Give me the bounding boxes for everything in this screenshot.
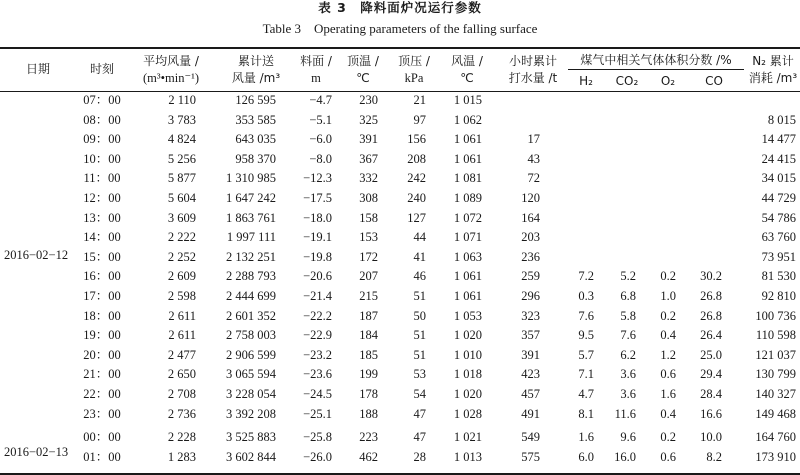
header-blast-temp [444,53,490,87]
cell-water: 575 [521,449,540,464]
cell-cum: 1 310 985 [226,171,276,186]
cell-btemp: 1 018 [453,367,482,382]
cell-ttemp: 178 [359,387,378,401]
cell-tpress: 208 [407,151,426,166]
cell-co: 8.2 [706,449,722,464]
cell-water: 43 [527,151,540,166]
cell-water: 423 [521,367,540,382]
cell-btemp: 1 061 [453,151,482,166]
cell-avg: 2 609 [167,269,196,284]
cell-cum: 2 288 793 [226,269,276,284]
cell-water: 72 [527,171,540,186]
cell-btemp: 1 061 [453,269,482,284]
cell-burden: −8.0 [309,151,332,166]
cell-tpress: 28 [413,449,426,464]
cell-n2: 121 037 [755,347,796,362]
cell-burden: −5.1 [309,112,332,127]
cell-time: 16：00 [83,269,121,284]
cell-tpress: 54 [413,387,426,401]
header-top-temp-line1: 顶温 / [347,54,379,68]
cell-burden: −22.9 [303,328,332,343]
cell-n2: 173 910 [755,449,796,464]
cell-tpress: 47 [413,430,426,445]
cell-btemp: 1 028 [453,406,482,421]
cell-n2: 54 786 [761,210,796,225]
cell-water: 17 [527,132,540,147]
cell-tpress: 242 [407,171,426,186]
cell-n2: 8 015 [767,112,796,127]
cell-water: 296 [521,289,540,303]
header-n2-line1: N₂ 累计 [752,54,794,68]
cell-btemp: 1 020 [453,387,482,401]
cell-water: 457 [521,387,540,401]
cell-burden: −12.3 [303,171,332,186]
cell-time: 12：00 [83,191,121,205]
cell-time: 18：00 [83,308,121,323]
cell-tpress: 21 [413,93,426,107]
cell-tpress: 50 [413,308,426,323]
cell-o2: 0.2 [660,308,676,323]
cell-avg: 2 650 [167,367,196,382]
cell-cum: 2 758 003 [226,328,276,343]
header-avg-flow [128,53,214,87]
cell-avg: 2 736 [167,406,196,421]
cell-o2: 0.4 [660,406,676,421]
cell-burden: −25.8 [303,430,332,445]
cell-cum: 3 228 054 [226,387,276,401]
cell-h2: 5.7 [578,347,594,362]
cell-avg: 4 824 [167,132,196,147]
cell-water: 549 [521,430,540,445]
cell-h2: 8.1 [578,406,594,421]
cell-h2: 4.7 [578,387,594,401]
cell-burden: −26.0 [303,449,332,464]
cell-o2: 1.6 [660,387,676,401]
cell-water: 259 [521,269,540,284]
cell-cum: 958 370 [235,151,276,166]
cell-o2: 0.4 [660,328,676,343]
cell-time: 08：00 [83,112,121,127]
cell-ttemp: 230 [359,93,378,107]
cell-n2: 63 760 [761,230,796,245]
cell-btemp: 1 063 [453,249,482,264]
cell-btemp: 1 013 [453,449,482,464]
cell-ttemp: 223 [359,430,378,445]
cell-o2: 0.2 [660,269,676,284]
cell-n2: 73 951 [761,249,796,264]
header-o2: O₂ [660,74,676,88]
cell-time: 21：00 [83,367,121,382]
cell-ttemp: 158 [359,210,378,225]
cell-ttemp: 367 [359,151,378,166]
cell-cum: 1 997 111 [226,230,276,245]
cell-time: 10：00 [83,151,121,166]
cell-btemp: 1 015 [453,93,482,107]
header-water [500,53,566,87]
cell-h2: 0.3 [578,289,594,303]
cell-co: 10.0 [700,430,722,445]
cell-n2: 140 327 [755,387,796,401]
cell-o2: 0.6 [660,449,676,464]
cell-tpress: 51 [413,328,426,343]
header-cum-flow-line1: 累计送 [237,54,274,68]
cell-h2: 7.2 [578,269,594,284]
cell-ttemp: 391 [359,132,378,147]
bottom-rule [0,473,800,475]
cell-tpress: 127 [407,210,426,225]
cell-o2: 1.2 [660,347,676,362]
cell-time: 11：00 [83,171,121,186]
header-top-press [392,53,436,87]
cell-o2: 0.2 [660,430,676,445]
header-blast-temp-line1: 风温 / [451,54,483,68]
header-water-line2: 打水量 /t [508,71,558,85]
cell-co2: 6.8 [620,289,636,303]
cell-water: 323 [521,308,540,323]
cell-n2: 164 760 [755,430,796,445]
cell-btemp: 1 061 [453,289,482,303]
cell-tpress: 46 [413,269,426,284]
cell-cum: 2 601 352 [226,308,276,323]
cell-water: 236 [521,249,540,264]
cell-ttemp: 172 [359,249,378,264]
cell-cum: 3 602 844 [226,449,276,464]
cell-co2: 7.6 [620,328,636,343]
cell-co: 28.4 [700,387,722,401]
cell-o2: 1.0 [660,289,676,303]
cell-n2: 14 477 [761,132,796,147]
cell-cum: 126 595 [235,93,276,107]
cell-burden: −19.8 [303,249,332,264]
cell-btemp: 1 021 [453,430,482,445]
date-label-day1: 2016−02−12 [4,248,69,262]
table-title-en: Table 3 Operating parameters of the falling surface [262,21,538,36]
cell-co2: 6.2 [620,347,636,362]
cell-ttemp: 325 [359,112,378,127]
cell-ttemp: 207 [359,269,378,284]
cell-n2: 24 415 [761,151,796,166]
header-h2: H₂ [579,74,593,88]
cell-avg: 3 783 [167,112,196,127]
cell-ttemp: 215 [359,289,378,303]
cell-avg: 5 877 [167,171,196,186]
cell-time: 07：00 [83,93,121,107]
date-label-day2: 2016−02−13 [4,445,69,459]
cell-h2: 7.1 [578,367,594,382]
header-co2: CO₂ [615,74,639,88]
cell-avg: 2 611 [168,308,196,323]
cell-avg: 1 283 [167,449,196,464]
cell-cum: 2 444 699 [226,289,276,303]
cell-cum: 2 132 251 [226,249,276,264]
gas-group-rule [568,69,744,70]
cell-avg: 5 604 [167,191,196,205]
cell-time: 00：00 [83,430,121,445]
cell-co: 26.8 [700,308,722,323]
header-burden [294,53,338,87]
cell-water: 391 [521,347,540,362]
table-title-cn: 表 3 降料面炉况运行参数 [318,0,482,15]
cell-avg: 2 110 [168,93,196,107]
cell-time: 23：00 [83,406,121,421]
cell-h2: 7.6 [578,308,594,323]
cell-co: 26.4 [700,328,722,343]
cell-burden: −23.6 [303,367,332,382]
cell-co: 25.0 [700,347,722,362]
cell-water: 357 [521,328,540,343]
cell-n2: 110 598 [755,328,796,343]
cell-burden: −25.1 [303,406,332,421]
cell-co: 16.6 [700,406,722,421]
cell-btemp: 1 053 [453,308,482,323]
cell-time: 20：00 [83,347,121,362]
cell-co2: 5.2 [620,269,636,284]
cell-n2: 149 468 [755,406,796,421]
cell-ttemp: 187 [359,308,378,323]
cell-time: 15：00 [83,249,121,264]
cell-tpress: 53 [413,367,426,382]
cell-tpress: 47 [413,406,426,421]
cell-ttemp: 199 [359,367,378,382]
header-date: 日期 [25,62,50,76]
cell-ttemp: 308 [359,191,378,205]
header-top-press-line2: kPa [404,71,424,85]
cell-cum: 1 863 761 [226,210,276,225]
header-top-temp [340,53,386,87]
cell-cum: 3 392 208 [226,406,276,421]
header-burden-line2: m [311,71,321,85]
cell-ttemp: 462 [359,449,378,464]
cell-avg: 3 609 [167,210,196,225]
cell-burden: −20.6 [303,269,332,284]
cell-btemp: 1 089 [453,191,482,205]
cell-burden: −19.1 [303,230,332,245]
cell-tpress: 97 [413,112,426,127]
cell-co2: 9.6 [620,430,636,445]
cell-burden: −18.0 [303,210,332,225]
header-n2-line2: 消耗 /m³ [748,71,798,85]
cell-tpress: 44 [413,230,426,245]
header-n2 [746,53,800,87]
cell-water: 491 [521,406,540,421]
cell-btemp: 1 072 [453,210,482,225]
cell-ttemp: 188 [359,406,378,421]
cell-avg: 2 477 [167,347,196,362]
cell-cum: 1 647 242 [226,191,276,205]
cell-time: 14：00 [83,230,121,245]
cell-o2: 0.6 [660,367,676,382]
cell-avg: 5 256 [167,151,196,166]
header-burden-line1: 料面 / [300,54,332,68]
cell-tpress: 51 [413,347,426,362]
cell-ttemp: 184 [359,328,378,343]
cell-h2: 9.5 [578,328,594,343]
cell-btemp: 1 010 [453,347,482,362]
cell-co: 30.2 [700,269,722,284]
header-co: CO [705,74,723,88]
header-water-line1: 小时累计 [508,54,557,68]
cell-cum: 3 525 883 [226,430,276,445]
cell-co2: 5.8 [620,308,636,323]
cell-time: 22：00 [83,387,121,401]
cell-btemp: 1 061 [453,132,482,147]
cell-n2: 130 799 [755,367,796,382]
cell-cum: 643 035 [235,132,276,147]
cell-n2: 92 810 [761,289,796,303]
cell-burden: −4.7 [309,93,332,107]
cell-co2: 16.0 [614,449,636,464]
cell-co: 29.4 [700,367,722,382]
cell-water: 203 [521,230,540,245]
cell-co: 26.8 [700,289,722,303]
cell-burden: −22.2 [303,308,332,323]
cell-burden: −6.0 [309,132,332,147]
cell-co2: 3.6 [620,367,636,382]
cell-tpress: 240 [407,191,426,205]
cell-btemp: 1 071 [453,230,482,245]
header-blast-temp-line2: ℃ [460,71,474,85]
header-avg-flow-line1: 平均风量 / [143,54,199,68]
cell-cum: 3 065 594 [226,367,276,382]
cell-h2: 6.0 [578,449,594,464]
header-top-temp-line2: ℃ [356,71,370,85]
header-top-press-line1: 顶压 / [398,54,430,68]
cell-time: 01：00 [83,449,121,464]
cell-avg: 2 598 [167,289,196,303]
cell-ttemp: 185 [359,347,378,362]
cell-n2: 81 530 [761,269,796,284]
cell-btemp: 1 020 [453,328,482,343]
cell-cum: 353 585 [235,112,276,127]
cell-time: 09：00 [83,132,121,147]
cell-burden: −17.5 [303,191,332,205]
cell-time: 17：00 [83,289,121,303]
header-avg-flow-line2: (m³•min⁻¹) [143,71,199,85]
cell-burden: −21.4 [303,289,332,303]
cell-time: 13：00 [83,210,121,225]
cell-time: 19：00 [83,328,121,343]
cell-tpress: 156 [407,132,426,147]
cell-n2: 34 015 [761,171,796,186]
top-rule [0,47,800,49]
cell-n2: 44 729 [761,191,796,205]
cell-avg: 2 611 [168,328,196,343]
cell-co2: 11.6 [614,406,636,421]
cell-burden: −24.5 [303,387,332,401]
cell-cum: 2 906 599 [226,347,276,362]
cell-n2: 100 736 [755,308,796,323]
cell-water: 120 [521,191,540,205]
header-gas-group: 煤气中相关气体体积分数 /% [580,53,732,67]
cell-btemp: 1 062 [453,112,482,127]
cell-h2: 1.6 [578,430,594,445]
cell-avg: 2 222 [167,230,196,245]
cell-tpress: 51 [413,289,426,303]
cell-avg: 2 228 [167,430,196,445]
cell-btemp: 1 081 [453,171,482,186]
cell-water: 164 [521,210,540,225]
header-time: 时刻 [89,62,114,76]
cell-ttemp: 153 [359,230,378,245]
cell-ttemp: 332 [359,171,378,186]
cell-co2: 3.6 [620,387,636,401]
header-cum-flow [216,53,296,87]
cell-burden: −23.2 [303,347,332,362]
cell-tpress: 41 [413,249,426,264]
header-cum-flow-line2: 风量 /m³ [231,71,281,85]
cell-avg: 2 708 [167,387,196,401]
cell-avg: 2 252 [167,249,196,264]
